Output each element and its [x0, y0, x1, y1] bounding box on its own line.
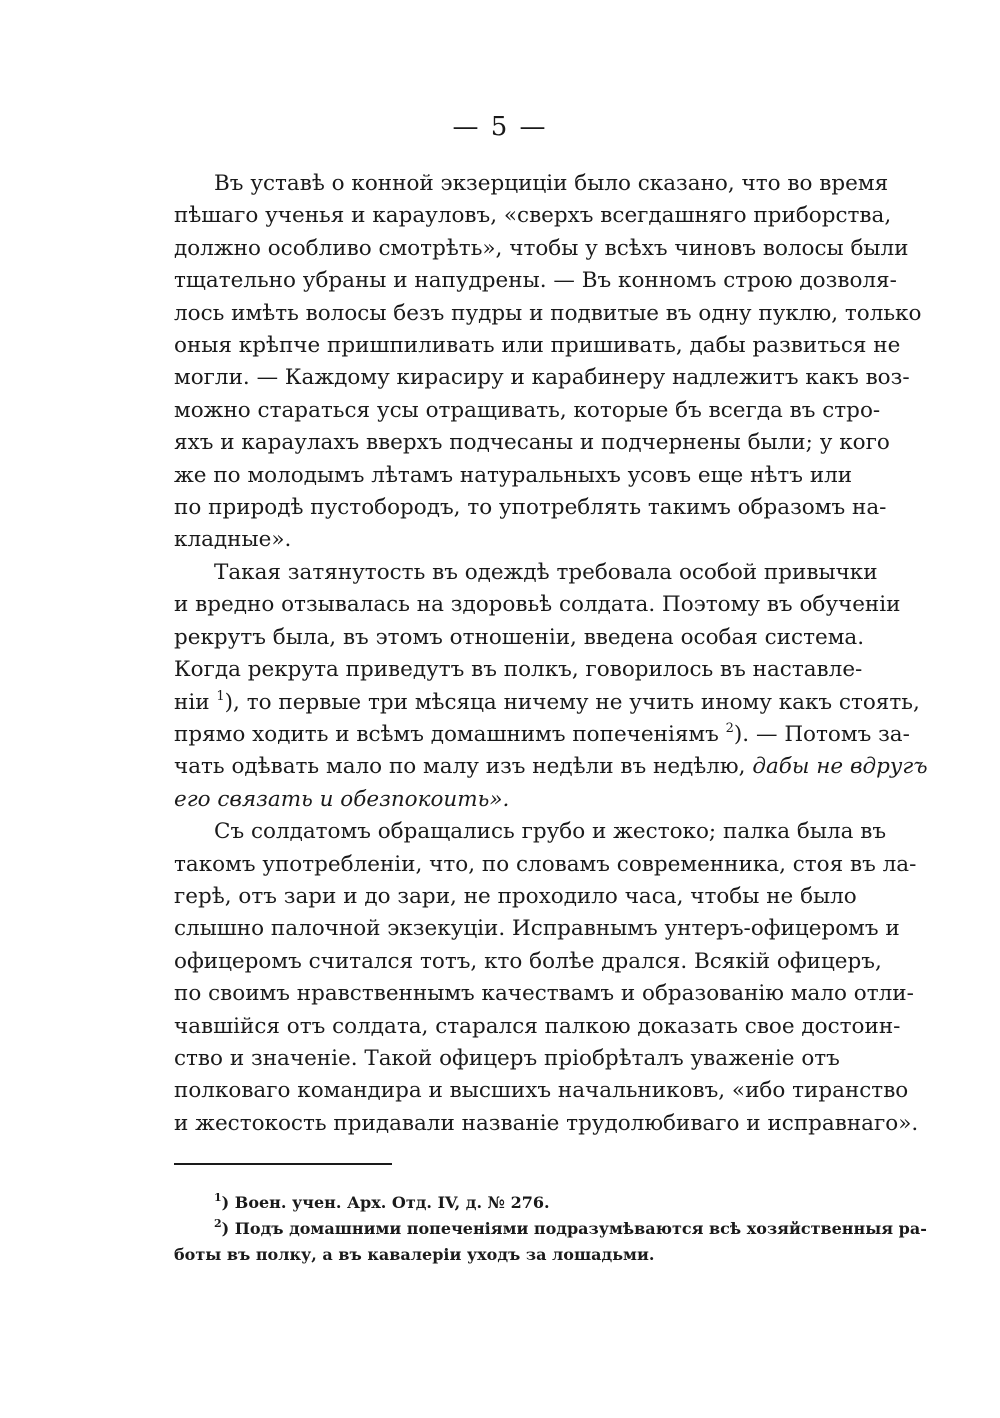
text-line	[174, 719, 910, 751]
text-line: чавшійся отъ солдата, старался палкою доказать свое достоин-	[174, 1013, 901, 1039]
text-line: Съ солдатомъ обращались грубо и жестоко; палка была въ	[214, 819, 887, 845]
text-line: же по молодымъ лѣтамъ натуральныхъ усовъ еще нѣтъ или	[174, 462, 853, 488]
footnotes	[174, 1190, 927, 1268]
page-number: — 5 —	[452, 112, 548, 142]
footnote-ref-1[interactable]: 1	[216, 688, 225, 704]
text-line: слышно палочной экзекуціи. Исправнымъ унтеръ-офицеромъ и	[174, 916, 900, 942]
footnote-line	[174, 1216, 927, 1242]
text-line: и жестокость придавали названіе трудолюбиваго и исправнаго».	[174, 1110, 919, 1136]
text-line: могли. — Каждому кирасиру и карабинеру надлежитъ какъ воз-	[174, 365, 910, 391]
text-line: Въ уставѣ о конной экзерциціи было сказано, что во время	[214, 171, 889, 196]
text-line	[174, 687, 920, 719]
text-line: и вредно отзывалась на здоровьѣ солдата. Поэтому въ обученіи	[174, 592, 901, 618]
text-line: по своимъ нравственнымъ качествамъ и образованію мало отли-	[174, 981, 914, 1007]
footnote-2	[174, 1216, 927, 1268]
text-line	[174, 751, 928, 783]
text-line: ство и значеніе. Такой офицеръ пріобрѣталъ уваженіе отъ	[174, 1045, 840, 1071]
text-line	[174, 784, 838, 816]
paragraph-3	[174, 816, 919, 1140]
paragraph-1	[174, 168, 922, 557]
footnote-text: ) Подъ домашними попеченіями подразумѣваются всѣ хозяйственныя ра-	[221, 1219, 927, 1238]
text-fragment: прямо ходить и всѣмъ домашнимъ попеченіямъ	[174, 721, 719, 747]
main-text	[174, 168, 928, 1140]
footnote-separator	[174, 1163, 392, 1165]
footnote-marker: 2	[214, 1217, 222, 1230]
text-line: пѣшаго ученья и карауловъ, «сверхъ всегдашняго приборства,	[174, 203, 892, 229]
text-line: должно особливо смотрѣть», чтобы у всѣхъ чиновъ волосы были	[174, 235, 909, 261]
text-line: полковаго командира и высшихъ начальниковъ, «ибо тиранство	[174, 1078, 909, 1104]
text-line: Такая затянутость въ одеждѣ требовала особой привычки	[214, 559, 878, 585]
text-line: герѣ, отъ зари и до зари, не проходило часа, чтобы не было	[174, 883, 857, 909]
footnote-line: боты въ полку, а въ кавалеріи уходъ за лошадьми.	[174, 1245, 655, 1264]
footnote-1	[174, 1190, 838, 1216]
text-line: оныя крѣпче пришпиливать или пришивать, дабы развиться не	[174, 333, 901, 359]
text-line: офицеромъ считался тотъ, кто болѣе дрался. Всякій офицеръ,	[174, 948, 882, 974]
text-line: тщательно убраны и напудрены. — Въ конномъ строю дозволя-	[174, 268, 897, 294]
text-fragment: чать одѣвать мало по малу изъ недѣли въ недѣлю,	[174, 754, 746, 780]
text-line: Когда рекрута приведутъ въ полкъ, говорилось въ наставле-	[174, 657, 863, 683]
text-fragment: ). — Потомъ за-	[733, 721, 910, 747]
italic-text: дабы не вдругъ	[752, 754, 928, 780]
text-fragment: ніи	[174, 689, 210, 715]
text-fragment: ), то первые три мѣсяца ничему не учить иному какъ стоять,	[224, 689, 920, 715]
paragraph-2	[174, 557, 928, 816]
text-line: можно стараться усы отращивать, которые бъ всегда въ стро-	[174, 397, 881, 423]
text-line: лось имѣть волосы безъ пудры и подвитые въ одну пуклю, только	[174, 300, 922, 326]
text-line: кладные».	[174, 527, 292, 553]
footnote-marker: 1	[214, 1191, 222, 1204]
footnote-line	[174, 1190, 838, 1216]
text-line: такомъ употребленіи, что, по словамъ современника, стоя въ ла-	[174, 851, 917, 877]
text-line: рекрутъ была, въ этомъ отношеніи, введена особая система.	[174, 624, 865, 650]
footnote-text: ) Воен. учен. Арх. Отд. IV, д. № 276.	[221, 1193, 550, 1212]
text-line: по природѣ пустобородъ, то употреблять такимъ образомъ на-	[174, 495, 887, 521]
italic-text: его связать и обезпокоить».	[174, 786, 510, 812]
footnote-ref-2[interactable]: 2	[725, 720, 734, 736]
text-line: яхъ и караулахъ вверхъ подчесаны и подчернены были; у кого	[174, 430, 890, 456]
